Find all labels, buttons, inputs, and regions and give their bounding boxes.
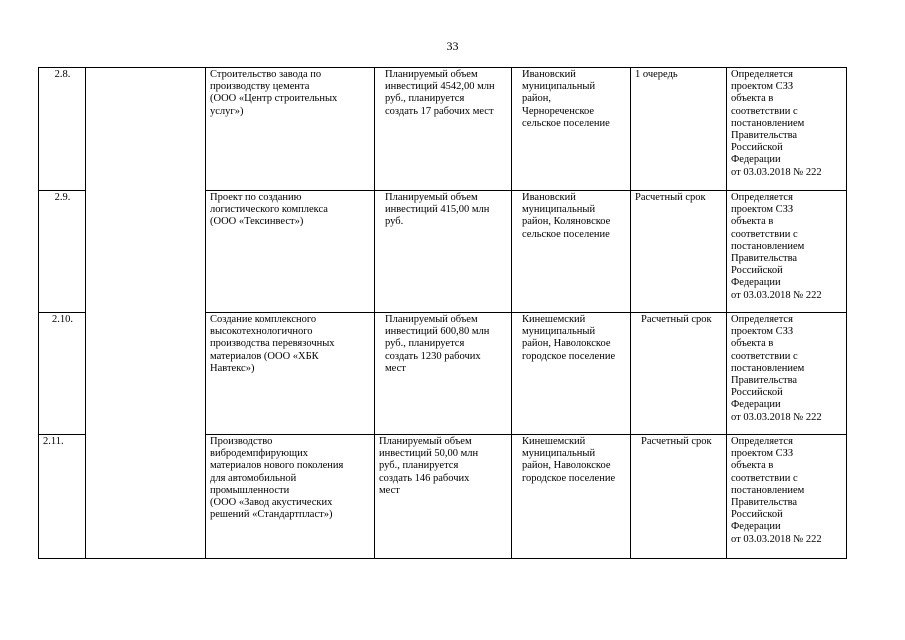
investment-cell: Планируемый объем инвестиций 50,00 млн руб., планируется создать 146 рабочих мест: [375, 435, 512, 559]
row-number: 2.8.: [39, 68, 86, 191]
szz-cell: Определяется проектом СЗЗ объекта в соответствии с постановлением Правительства Российской Федерации от 03.03.2018 № 222: [727, 435, 847, 559]
investment-projects-table: [38, 67, 847, 559]
merged-empty-cell: [86, 68, 206, 559]
page-number: 33: [446, 39, 459, 53]
term-cell: 1 очередь: [631, 68, 727, 191]
row-number: 2.9.: [39, 191, 86, 313]
szz-cell: Определяется проектом СЗЗ объекта в соответствии с постановлением Правительства Российской Федерации от 03.03.2018 № 222: [727, 68, 847, 191]
table-row: [39, 68, 847, 191]
szz-cell: Определяется проектом СЗЗ объекта в соответствии с постановлением Правительства Российской Федерации от 03.03.2018 № 222: [727, 313, 847, 435]
term-cell: Расчетный срок: [631, 313, 727, 435]
investment-cell: Планируемый объем инвестиций 415,00 млн руб.: [375, 191, 512, 313]
investment-cell: Планируемый объем инвестиций 4542,00 млн руб., планируется создать 17 рабочих мест: [375, 68, 512, 191]
project-name-cell: Создание комплексного высокотехнологичного производства перевязочных материалов (ООО «ХБК Навтекс»): [206, 313, 375, 435]
location-cell: Ивановский муниципальный район, Коляновское сельское поселение: [512, 191, 631, 313]
location-cell: Кинешемский муниципальный район, Наволокское городское поселение: [512, 313, 631, 435]
szz-cell: Определяется проектом СЗЗ объекта в соответствии с постановлением Правительства Российской Федерации от 03.03.2018 № 222: [727, 191, 847, 313]
project-name-cell: Производство вибродемпфирующих материалов нового поколения для автомобильной промышленности (ООО «Завод акустических решений «Стандартпласт»): [206, 435, 375, 559]
investment-cell: Планируемый объем инвестиций 600,80 млн руб., планируется создать 1230 рабочих мест: [375, 313, 512, 435]
row-number: 2.11.: [39, 435, 86, 559]
project-name-cell: Строительство завода по производству цемента (ООО «Центр строительных услуг»): [206, 68, 375, 191]
project-name-cell: Проект по созданию логистического комплекса (ООО «Тексинвест»): [206, 191, 375, 313]
row-number: 2.10.: [39, 313, 86, 435]
location-cell: Ивановский муниципальный район, Черноречeнское сельское поселение: [512, 68, 631, 191]
location-cell: Кинешемский муниципальный район, Наволокское городское поселение: [512, 435, 631, 559]
term-cell: Расчетный срок: [631, 191, 727, 313]
term-cell: Расчетный срок: [631, 435, 727, 559]
